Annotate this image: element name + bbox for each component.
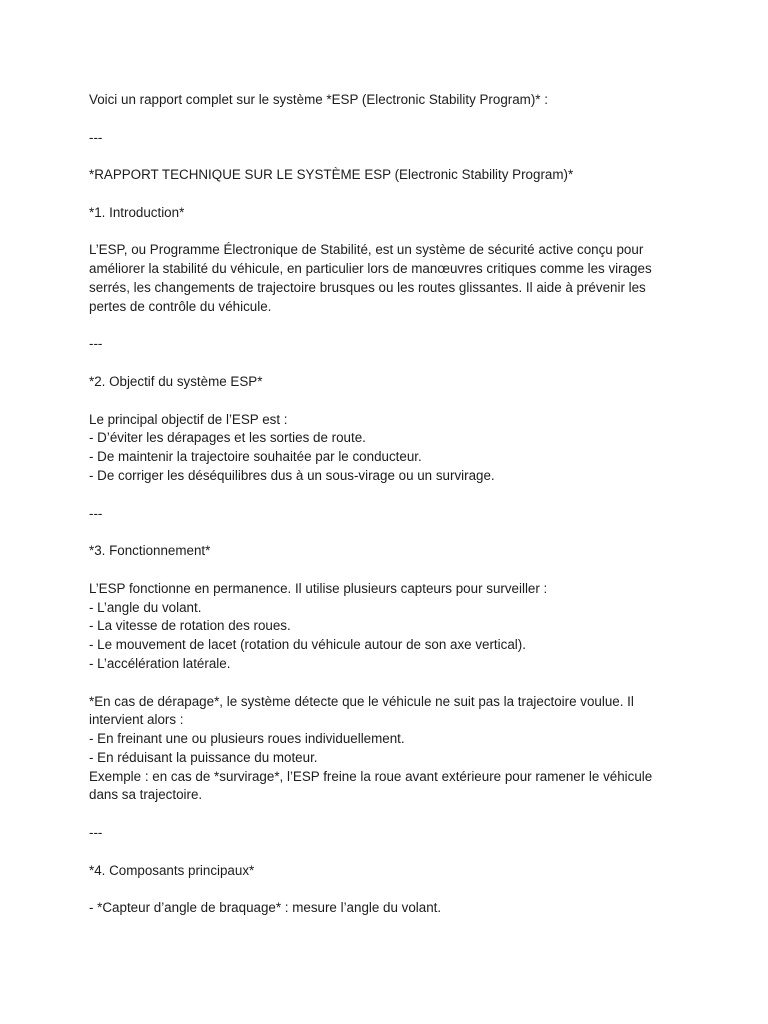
section-heading-objectif: *2. Objectif du système ESP* — [89, 373, 263, 389]
paragraph-line: serrés, les changements de trajectoire brusques ou les routes glissantes. Il aide à prévenir les — [89, 279, 646, 295]
section-heading-composants: *4. Composants principaux* — [89, 862, 255, 878]
spacer — [89, 674, 689, 693]
paragraph-line: Exemple : en cas de *survirage*, l’ESP freine la roue avant extérieure pour ramener le véhicule — [89, 768, 653, 784]
list-item: - *Capteur d’angle de braquage* : mesure l’angle du volant. — [89, 900, 442, 916]
paragraph-line: L’ESP, ou Programme Électronique de Stabilité, est un système de sécurité active conçu pour — [89, 242, 644, 258]
paragraph-line: améliorer la stabilité du véhicule, en particulier lors de manœuvres critiques comme les virages — [89, 261, 652, 277]
spacer — [89, 880, 689, 899]
separator: --- — [89, 505, 103, 521]
separator: --- — [89, 336, 103, 352]
intro-line: Voici un rapport complet sur le système *ESP (Electronic Stability Program)* : — [89, 92, 548, 107]
spacer — [89, 185, 689, 204]
report-title: *RAPPORT TECHNIQUE SUR LE SYSTÈME ESP (Electronic Stability Program)* — [89, 167, 574, 183]
list-item: - De corriger les déséquilibres dus à un sous-virage ou un survirage. — [89, 467, 495, 483]
spacer — [89, 354, 689, 373]
list-item: - L’angle du volant. — [89, 599, 202, 615]
document-body — [89, 91, 689, 918]
spacer — [89, 147, 689, 166]
list-item: - En réduisant la puissance du moteur. — [89, 749, 318, 765]
list-item: - D’éviter les dérapages et les sorties de route. — [89, 430, 366, 446]
spacer — [89, 523, 689, 542]
paragraph-line: dans sa trajectoire. — [89, 787, 203, 803]
paragraph-line: *En cas de dérapage*, le système détecte que le véhicule ne suit pas la trajectoire voulue. Il — [89, 693, 634, 709]
spacer — [89, 223, 689, 242]
list-item: - L’accélération latérale. — [89, 655, 231, 671]
spacer — [89, 317, 689, 336]
spacer — [89, 843, 689, 862]
section-heading-introduction: *1. Introduction* — [89, 204, 185, 220]
spacer — [89, 486, 689, 505]
spacer — [89, 110, 689, 129]
paragraph-line: intervient alors : — [89, 712, 184, 728]
separator: --- — [89, 825, 103, 841]
fonctionnement-lead: L’ESP fonctionne en permanence. Il utilise plusieurs capteurs pour surveiller : — [89, 580, 548, 596]
list-item: - De maintenir la trajectoire souhaitée par le conducteur. — [89, 449, 422, 465]
objectif-lead: Le principal objectif de l’ESP est : — [89, 411, 288, 427]
paragraph-line: pertes de contrôle du véhicule. — [89, 298, 272, 314]
spacer — [89, 392, 689, 411]
list-item: - La vitesse de rotation des roues. — [89, 618, 291, 634]
section-heading-fonctionnement: *3. Fonctionnement* — [89, 543, 211, 559]
separator: --- — [89, 129, 103, 145]
list-item: - En freinant une ou plusieurs roues individuellement. — [89, 731, 405, 747]
spacer — [89, 805, 689, 824]
list-item: - Le mouvement de lacet (rotation du véhicule autour de son axe vertical). — [89, 637, 526, 653]
spacer — [89, 561, 689, 580]
